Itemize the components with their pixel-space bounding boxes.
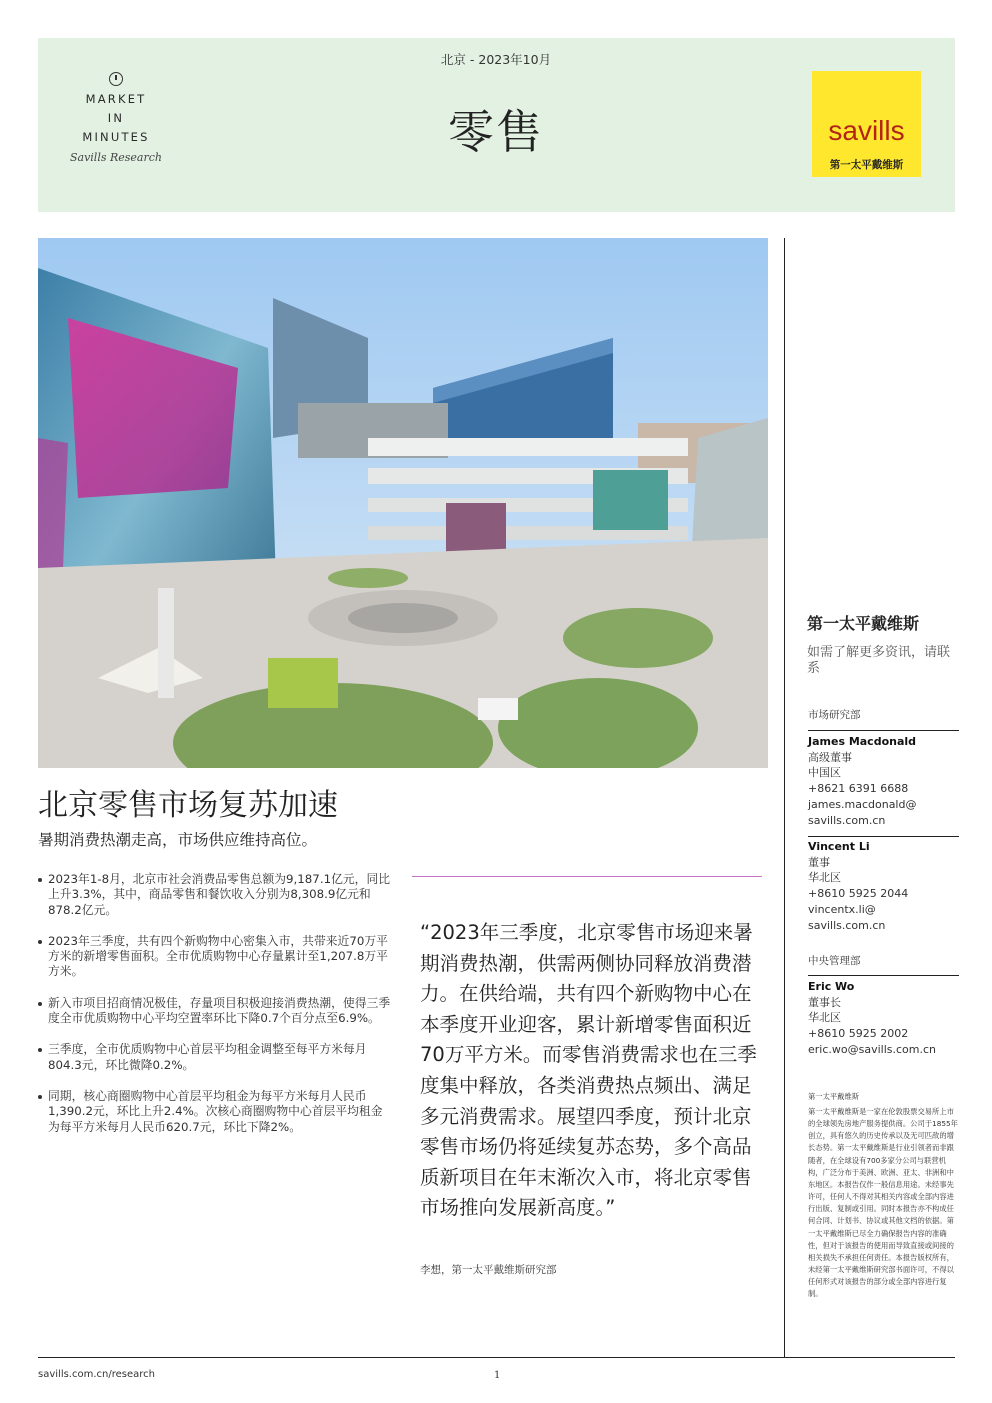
dept-central: 中央管理部: [808, 955, 861, 967]
brand-subtitle: Savills Research: [69, 151, 162, 164]
page-title: 零售: [448, 105, 544, 159]
disclaimer-text: 第一太平戴维斯是一家在伦敦股票交易所上市的全球领先房地产服务提供商。公司于1855年创立，具有悠久的历史传承以及无可匹敌的增长态势。第一太平戴维斯是行业引领者而非跟随者，在全球设有700多家分公司与联营机构，广泛分布于美洲、欧洲、亚太、非洲和中东地区。本报告仅作一般信息用途。未经事先许可，任何人不得对其相关内容或全部内容进行出版、复制或引用。同时本报告亦不构成任何合同、计划书、协议或其他文档的依据。第一太平戴维斯已尽全力确保报告内容的准确性，但对于该报告的使用而导致直接或间接的相关损失不承担任何责任。本报告版权所有，未经第一太平戴维斯研究部书面许可，不得以任何形式对该报告的部分或全部内容进行复制。: [808, 1107, 958, 1299]
brand-line-2: IN: [107, 111, 125, 125]
contact-email-domain[interactable]: savills.com.cn: [808, 813, 886, 827]
footer-url[interactable]: savills.com.cn/research: [38, 1369, 155, 1380]
contact-phone[interactable]: +8610 5925 2044: [808, 887, 909, 901]
contact-title: 董事长: [808, 995, 841, 1009]
key-point: 2023年三季度，共有四个新购物中心密集入市，共带来近70万平方米的新增零售面积。全市优质购物中心存量累计至1,207.8万平方米。: [38, 934, 394, 980]
sidebar-divider: [784, 238, 785, 1358]
key-point: 三季度，全市优质购物中心首层平均租金调整至每平方米每月804.3元，环比微降0.2%。: [38, 1042, 394, 1073]
brand-line-1: MARKET: [85, 92, 147, 106]
contact-phone[interactable]: +8621 6391 6688: [808, 782, 909, 796]
contact-email[interactable]: james.macdonald@: [808, 797, 917, 811]
quote-source: 李想，第一太平戴维斯研究部: [420, 1264, 557, 1276]
logo-wordmark: savills: [828, 115, 905, 146]
contact-email-domain[interactable]: savills.com.cn: [808, 918, 886, 932]
subheadline: 暑期消费热潮走高，市场供应维持高位。: [38, 831, 318, 849]
sidebar-org-name: 第一太平戴维斯: [807, 614, 920, 633]
pull-quote: “2023年三季度，北京零售市场迎来暑期消费热潮，供需两侧协同释放消费潜力。在供给端，共有四个新购物中心在本季度开业迎客，累计新增零售面积近70万平方米。而零售消费需求也在三季度集中释放，各类消费热点频出、满足多元消费需求。展望四季度，预计北京零售市场仍将延续复苏态势，多个高品质新项目在年末渐次入市，将北京零售市场推向发展新高度。”: [420, 921, 757, 1220]
contact-note: 如需了解更多资讯，请联系: [807, 645, 951, 676]
brand-line-3: MINUTES: [82, 130, 150, 144]
shopping-mall-photo: [38, 238, 768, 768]
contact-title: 高级董事: [808, 750, 852, 764]
contact-email[interactable]: eric.wo@savills.com.cn: [808, 1042, 937, 1056]
contact-name: Eric Wo: [808, 980, 855, 993]
contact-card: [808, 734, 960, 828]
page-number: 1: [494, 1370, 501, 1381]
divider: [808, 730, 959, 731]
clock-icon: [109, 72, 123, 86]
key-point: 同期，核心商圈购物中心首层平均租金为每平方米每月人民币1,390.2元，环比上升2.4%。次核心商圈购物中心首层平均租金为每平方米每月人民币620.7元，环比下降2%。: [38, 1089, 394, 1135]
contact-card: [808, 839, 960, 933]
divider: [808, 975, 959, 976]
contact-phone[interactable]: +8610 5925 2002: [808, 1027, 909, 1041]
contact-region: 华北区: [808, 871, 841, 885]
divider: [808, 836, 959, 837]
contact-region: 中国区: [808, 766, 841, 780]
location-date: 北京 - 2023年10月: [440, 52, 552, 67]
headline: 北京零售市场复苏加速: [38, 788, 338, 823]
dept-research: 市场研究部: [808, 709, 861, 721]
mall-illustration: [38, 238, 768, 768]
contact-card: [808, 979, 960, 1058]
key-point: 2023年1-8月，北京市社会消费品零售总额为9,187.1亿元，同比上升3.3%，其中，商品零售和餐饮收入分别为8,308.9亿元和878.2亿元。: [38, 872, 394, 918]
contact-name: James Macdonald: [808, 735, 917, 748]
quote-divider: [412, 876, 762, 877]
disclaimer-title: 第一太平戴维斯: [808, 1092, 860, 1101]
key-point: 新入市项目招商情况极佳，存量项目积极迎接消费热潮，使得三季度全市优质购物中心平均空置率环比下降0.7个百分点至6.9%。: [38, 996, 394, 1027]
contact-title: 董事: [808, 855, 830, 869]
contact-email[interactable]: vincentx.li@: [808, 902, 876, 916]
key-points-list: [38, 872, 394, 1151]
market-in-minutes-brand: [66, 72, 166, 164]
contact-name: Vincent Li: [808, 840, 870, 853]
contact-region: 华北区: [808, 1011, 841, 1025]
savills-logo: [812, 71, 921, 177]
logo-chinese-name: 第一太平戴维斯: [829, 159, 904, 171]
footer-rule: [38, 1357, 955, 1358]
